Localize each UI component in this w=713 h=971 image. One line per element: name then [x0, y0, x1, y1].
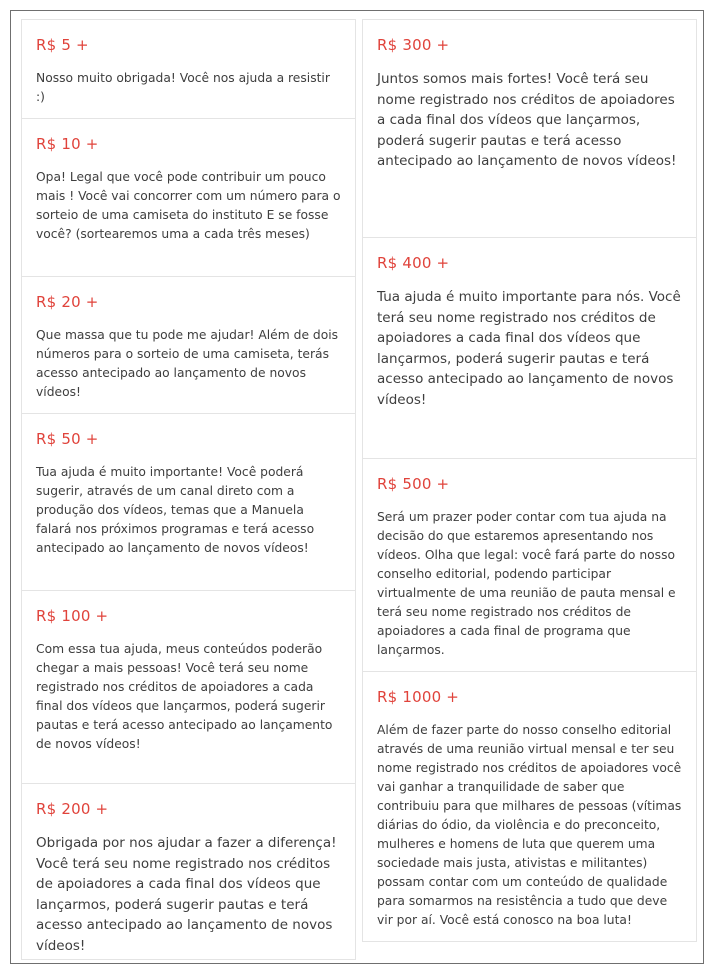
- reward-price: R$ 400 +: [377, 254, 450, 272]
- reward-card-400[interactable]: [362, 237, 697, 459]
- reward-price: R$ 1000 +: [377, 688, 460, 706]
- reward-card-300[interactable]: [362, 19, 697, 238]
- reward-card-10[interactable]: [21, 118, 356, 277]
- reward-price: R$ 50 +: [36, 430, 99, 448]
- reward-price: R$ 10 +: [36, 135, 99, 153]
- reward-card-20[interactable]: [21, 276, 356, 414]
- reward-description: Juntos somos mais fortes! Você terá seu nome registrado nos créditos de apoiadores a cada final dos vídeos que lançarmos, poderá sugerir pautas e terá acesso antecipado ao lançamento de novos vídeos!: [377, 71, 677, 169]
- reward-price: R$ 20 +: [36, 293, 99, 311]
- rewards-frame: [10, 10, 704, 964]
- reward-description: Será um prazer poder contar com tua ajuda na decisão do que estaremos apresentando nos vídeos. Olha que legal: você fará parte do nosso conselho editorial, podendo participar virtualmente de uma reunião de pauta mensal e terá seu nome registrado nos créditos de apoiadores a cada final de programa que lançarmos.: [377, 510, 676, 657]
- reward-card-50[interactable]: [21, 413, 356, 591]
- reward-price: R$ 200 +: [36, 800, 109, 818]
- reward-card-200[interactable]: [21, 783, 356, 960]
- reward-description: Obrigada por nos ajudar a fazer a diferença! Você terá seu nome registrado nos créditos de apoiadores a cada final dos vídeos que lançarmos, poderá sugerir pautas e terá acesso antecipado ao lançamento de novos vídeos!: [36, 835, 337, 954]
- reward-price: R$ 500 +: [377, 475, 450, 493]
- reward-description: Tua ajuda é muito importante! Você poderá sugerir, através de um canal direto com a produção dos vídeos, temas que a Manuela falará nos próximos programas e terá acesso antecipado ao lançamento de novos vídeos!: [36, 465, 315, 555]
- reward-card-500[interactable]: [362, 458, 697, 672]
- reward-price: R$ 300 +: [377, 36, 450, 54]
- reward-description: Além de fazer parte do nosso conselho editorial através de uma reunião virtual mensal e ter seu nome registrado nos créditos de apoiadores você vai ganhar a tranquilidade de saber que contribuiu para que milhares de pessoas (vítimas diárias do ódio, da violência e do preconceito, mulheres e homens de luta que querem uma sociedade mais justa, ativistas e militantes) possam contar com um conteúdo de qualidade para somarmos na resistência a tudo que deve vir por aí. Você está conosco na boa luta!: [377, 723, 682, 927]
- reward-description: Que massa que tu pode me ajudar! Além de dois números para o sorteio de uma camiseta, terás acesso antecipado ao lançamento de novos vídeos!: [36, 328, 339, 399]
- reward-description: Nosso muito obrigada! Você nos ajuda a resistir :): [36, 71, 330, 104]
- reward-price: R$ 5 +: [36, 36, 89, 54]
- reward-description: Opa! Legal que você pode contribuir um pouco mais ! Você vai concorrer com um número para o sorteio de uma camiseta do instituto E se fosse você? (sortearemos uma a cada três meses): [36, 170, 341, 241]
- reward-description: Tua ajuda é muito importante para nós. Você terá seu nome registrado nos créditos de apoiadores a cada final dos vídeos que lançarmos, poderá sugerir pautas e terá acesso antecipado ao lançamento de novos vídeos!: [377, 289, 681, 408]
- reward-price: R$ 100 +: [36, 607, 109, 625]
- reward-card-1000[interactable]: [362, 671, 697, 942]
- reward-card-100[interactable]: [21, 590, 356, 784]
- reward-card-5[interactable]: [21, 19, 356, 119]
- reward-description: Com essa tua ajuda, meus conteúdos poderão chegar a mais pessoas! Você terá seu nome registrado nos créditos de apoiadores a cada final dos vídeos que lançarmos, poderá sugerir pautas e terá acesso antecipado ao lançamento de novos vídeos!: [36, 642, 333, 751]
